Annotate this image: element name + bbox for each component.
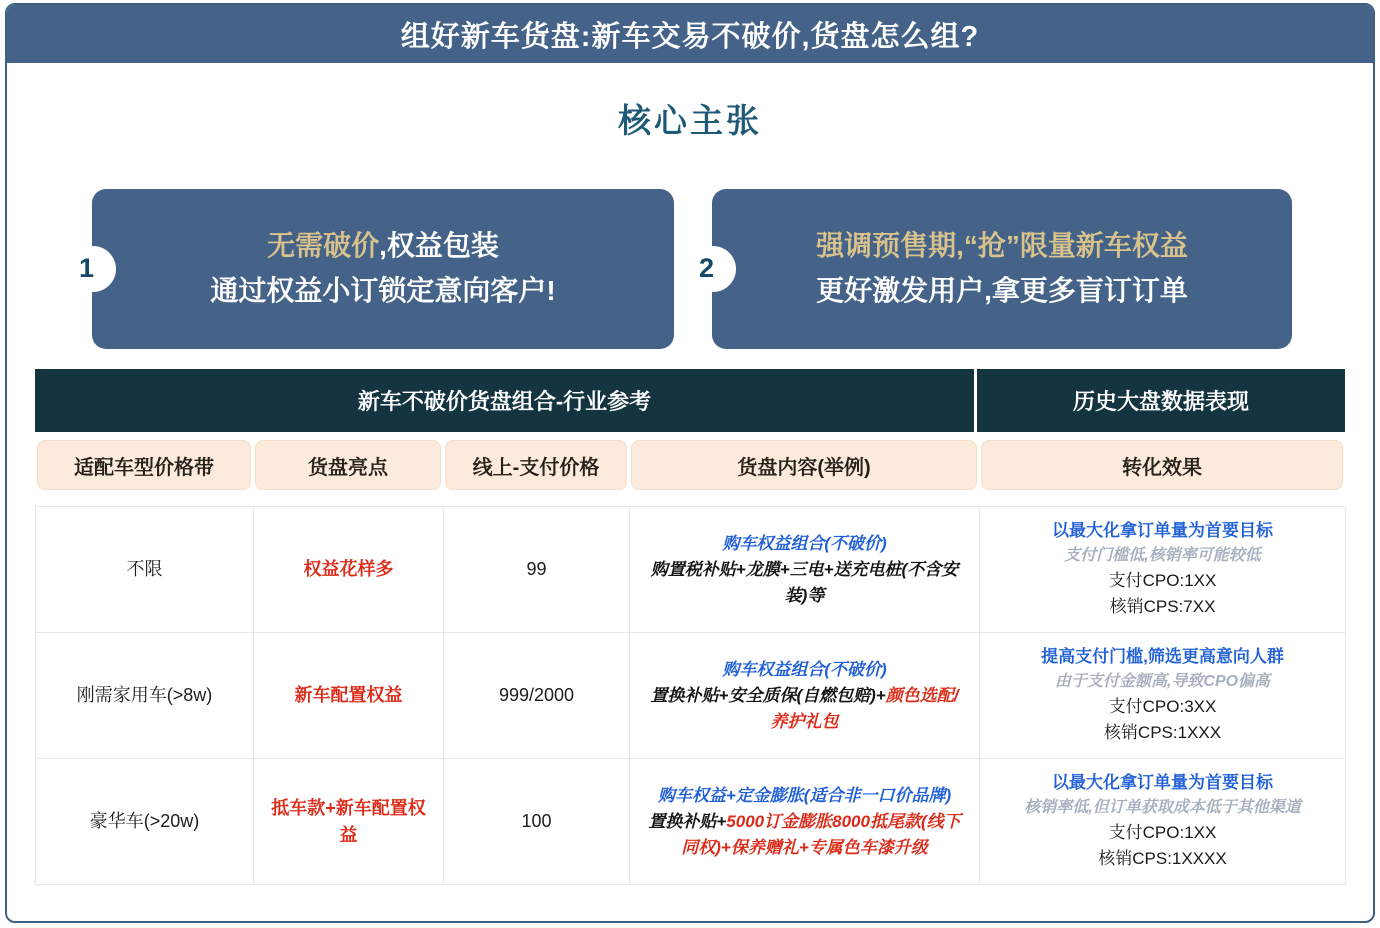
col-header-pay-price: 线上-支付价格 [445, 440, 627, 490]
claims-row [79, 189, 1373, 349]
claim-box-2 [699, 189, 1292, 349]
effect-cpo: 支付CPO:1XX [1108, 570, 1217, 590]
content-body [644, 683, 965, 734]
price-text: 99 [526, 559, 547, 579]
cell-content [630, 759, 980, 885]
col-header-highlight: 货盘亮点 [255, 440, 441, 490]
effect-title: 以最大化拿订单量为首要目标 [1052, 521, 1273, 541]
effect-cpo: 支付CPO:1XX [1108, 822, 1217, 842]
col-header-content: 货盘内容(举例) [631, 440, 977, 490]
content-red-text: 颜色选配/养护礼包 [770, 686, 959, 731]
claim-number-badge: 2 [690, 246, 736, 292]
highlight-text: 新车配置权益 [294, 685, 403, 705]
table-row-1 [36, 507, 1345, 633]
band-left-title: 新车不破价货盘组合-行业参考 [357, 389, 652, 414]
content-dark-text: 置换补贴+ [648, 812, 727, 832]
price-band-text: 刚需家用车(>8w) [76, 685, 213, 705]
content-title: 购车权益组合(不破价) [722, 659, 887, 679]
claim-box-1 [79, 189, 674, 349]
cell-effect [980, 759, 1346, 885]
content-title: 购车权益组合(不破价) [722, 533, 887, 553]
effect-note: 核销率低,但订单获取成本低于其他渠道 [1024, 798, 1301, 816]
page-title: 组好新车货盘:新车交易不破价,货盘怎么组? [400, 20, 980, 53]
cell-price [444, 507, 630, 633]
cell-content [630, 633, 980, 759]
table-body [35, 506, 1345, 885]
effect-cps: 核销CPS:1XXX [1103, 723, 1222, 743]
claim-2-highlight: 强调预售期,“抢”限量新车权益 [816, 230, 1188, 262]
effect-cpo: 支付CPO:3XX [1108, 696, 1217, 716]
claim-1-rest: ,权益包装 [379, 230, 499, 262]
cell-price [444, 633, 630, 759]
claim-2-line-2: 更好激发用户,拿更多盲订订单 [816, 275, 1188, 306]
cell-effect [980, 633, 1346, 759]
slide-frame [5, 3, 1375, 923]
table-row-3 [36, 759, 1345, 885]
content-body [644, 809, 965, 860]
content-red-text: 5000订金膨胀8000抵尾款(线下同权)+保养赠礼+专属色车漆升级 [681, 812, 961, 857]
band-right-title: 历史大盘数据表现 [1072, 389, 1249, 414]
claim-number-badge: 1 [70, 246, 116, 292]
effect-cps: 核销CPS:1XXXX [1098, 849, 1227, 869]
price-text: 100 [521, 811, 552, 831]
price-band-text: 不限 [126, 559, 163, 579]
col-header-price-band: 适配车型价格带 [37, 440, 251, 490]
table-header-row [35, 440, 1345, 490]
content-dark-text: 购置税补贴+龙膜+三电+送充电桩(不含安装)等 [650, 560, 959, 605]
cell-content [630, 507, 980, 633]
effect-note: 支付门槛低,核销率可能较低 [1064, 546, 1261, 564]
content-body [644, 557, 965, 608]
effect-cps: 核销CPS:7XX [1109, 597, 1216, 617]
cell-effect [980, 507, 1346, 633]
section-heading: 核心主张 [618, 102, 762, 139]
highlight-text: 权益花样多 [303, 559, 394, 579]
col-header-effect: 转化效果 [981, 440, 1343, 490]
claim-1-line-1 [92, 224, 674, 269]
content-dark-text: 置换补贴+安全质保(自燃包赔)+ [650, 686, 886, 706]
cell-price [444, 759, 630, 885]
effect-note: 由于支付金额高,导致CPO偏高 [1054, 672, 1271, 690]
cell-price-band [36, 633, 254, 759]
effect-title: 提高支付门槛,筛选更高意向人群 [1041, 647, 1284, 667]
price-text: 999/2000 [498, 685, 575, 705]
cell-price-band [36, 507, 254, 633]
pricing-table [35, 369, 1345, 885]
claim-2-line-1 [712, 224, 1292, 269]
table-row-2 [36, 633, 1345, 759]
cell-highlight [254, 759, 444, 885]
effect-title: 以最大化拿订单量为首要目标 [1052, 773, 1273, 793]
content-title: 购车权益+定金膨胀(适合非一口价品牌) [657, 785, 952, 805]
cell-highlight [254, 507, 444, 633]
cell-price-band [36, 759, 254, 885]
highlight-text: 抵车款+新车配置权益 [271, 797, 426, 845]
claim-1-highlight: 无需破价 [267, 230, 380, 262]
page-title-band [7, 5, 1373, 63]
table-band [35, 369, 1345, 432]
cell-highlight [254, 633, 444, 759]
claim-1-line-2: 通过权益小订锁定意向客户! [210, 275, 556, 306]
price-band-text: 豪华车(>20w) [89, 811, 200, 831]
